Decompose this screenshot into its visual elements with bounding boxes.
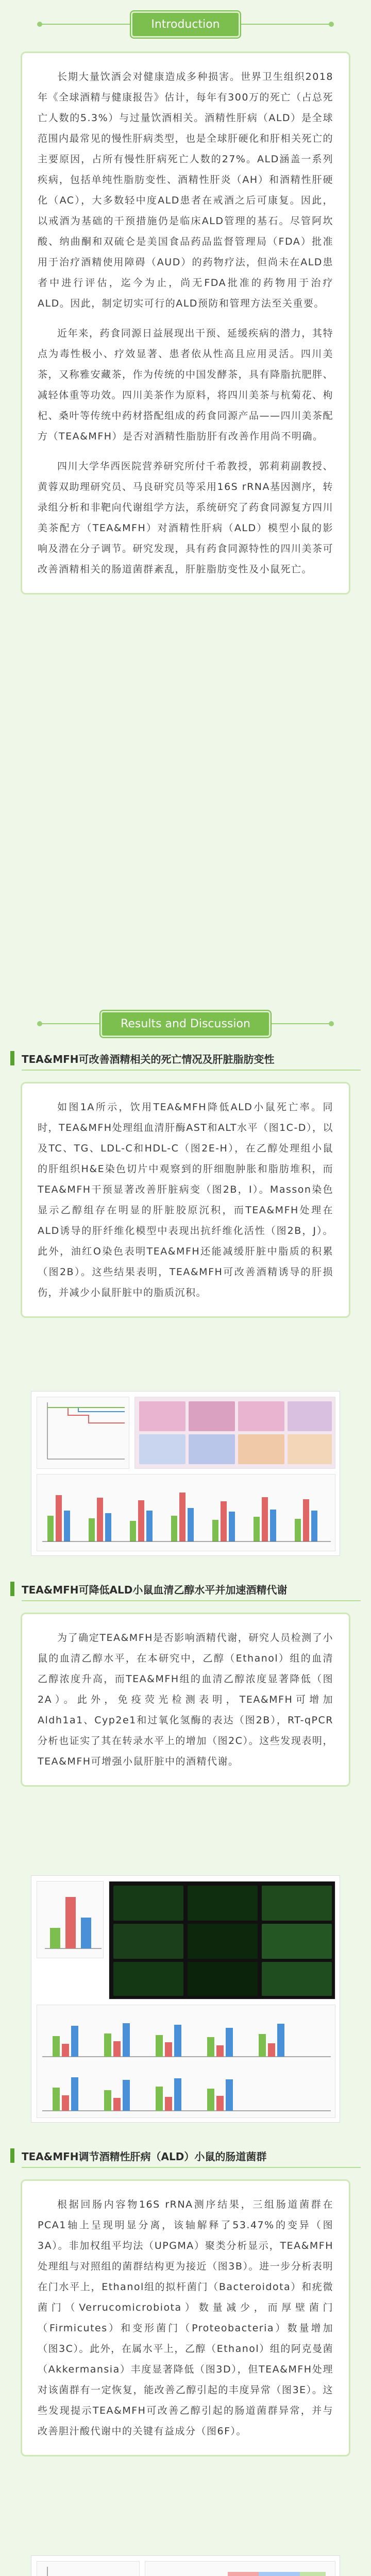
figure-1 bbox=[31, 1391, 340, 1556]
divider-dot bbox=[329, 1021, 334, 1026]
figure-2 bbox=[31, 1875, 340, 2123]
fluorescence-image bbox=[113, 1924, 183, 1959]
fluorescence-image bbox=[113, 1962, 183, 1996]
fluorescence-image bbox=[188, 1886, 258, 1921]
intro-paragraph-3: 四川大学华西医院营养研究所付千希教授，郭莉莉副教授、黄蓉双助理研究员、马良研究员等采用16S rRNA基因测序，转录组分析和非靶向代谢组学方法，系统研究了药食同源复方四川美茶配方（TEA&MFH）对酒精性肝病（ALD）模型小鼠的影响及潜在分子调节。研究发现，具有药食同源特性的四川美茶可改善酒精相关的肠道菌群紊乱，肝脏脂肪变性及小鼠死亡。 bbox=[38, 461, 334, 575]
subsection-heading-3 bbox=[10, 2143, 361, 2168]
histology-image bbox=[139, 1434, 185, 1464]
histology-image bbox=[288, 1401, 332, 1431]
figure-panel-cluster-tree bbox=[145, 2561, 335, 2576]
figure-panel-bars bbox=[37, 1474, 335, 1551]
bar-plots-graphic bbox=[37, 1475, 336, 1552]
survival-curve-graphic bbox=[37, 1397, 130, 1469]
fluorescence-image bbox=[262, 1886, 332, 1921]
bar-plots-graphic bbox=[37, 2005, 336, 2119]
histology-image bbox=[139, 1401, 185, 1431]
results-card-3 bbox=[21, 2179, 350, 2456]
intro-card bbox=[21, 52, 350, 595]
figure-panel-pca bbox=[37, 2561, 140, 2576]
dendrogram-graphic bbox=[145, 2562, 336, 2576]
fluorescence-image bbox=[188, 1924, 258, 1959]
heading-marker bbox=[10, 1051, 14, 1065]
results-card-1 bbox=[21, 1082, 350, 1318]
subsection-title: TEA&MFH可改善酒精相关的死亡情况及肝脏脂肪变性 bbox=[22, 1053, 275, 1065]
heading-marker bbox=[10, 2148, 14, 2163]
figure-3 bbox=[31, 2555, 340, 2576]
divider bbox=[22, 1070, 361, 1071]
results-paragraph-1: 如图1A所示，饮用TEA&MFH降低ALD小鼠死亡率。同时，TEA&MFH处理组血清肝酶AST和ALT水平（图1C-D），以及TC、TG、LDL-C和HDL-C（图2E-H），在乙醇处理组小鼠的肝组织H&E染色切片中观察到的肝细胞肿胀和脂肪堆积，而TEA&MFH干预显著改善肝脏病变（图2B，I）。Masson染色显示乙醇组存在明显的肝脏胶原沉积，而TEA&MFH处理在ALD诱导的肝纤维化模型中表现出抗纤维化活性（图2B，J）。此外，油红O染色表明TEA&MFH还能减缓肝脏中脂质的积累（图2B）。这些结果表明，TEA&MFH可改善酒精诱导的肝损伤，并减少小鼠肝脏中的脂质沉积。 bbox=[38, 1101, 333, 1298]
figure-panel-qpcr bbox=[37, 2005, 335, 2118]
heading-marker bbox=[10, 1582, 14, 1596]
results-paragraph-2: 为了确定TEA&MFH是否影响酒精代谢，研究人员检测了小鼠的血清乙醇水平，在本研究中，乙醇（Ethanol）组的血清乙醇浓度升高，而TEA&MFH组的血清乙醇浓度显著降低（图2A）。此外，免疫荧光检测表明，TEA&MFH可增加Aldh1a1、Cyp2e1和过氧化氢酶的表达（图2B），RT-qPCR分析也证实了其在转录水平上的增加（图2C）。这些发现表明，TEA&MFH可增强小鼠肝脏中的酒精代谢。 bbox=[38, 1632, 333, 1767]
section-title: Results and Discussion bbox=[100, 1011, 271, 1037]
divider-dot bbox=[37, 1021, 42, 1026]
results-card-2 bbox=[21, 1613, 350, 1787]
results-heading bbox=[0, 1010, 371, 1038]
subsection-title: TEA&MFH调节酒精性肝病（ALD）小鼠的肠道菌群 bbox=[22, 2150, 267, 2163]
section-title: Introduction bbox=[131, 11, 240, 38]
divider-dot bbox=[329, 22, 334, 27]
figure-panel-histology bbox=[134, 1397, 335, 1469]
intro-paragraph-2: 近年来，药食同源日益展现出干预、延缓疾病的潜力，其特点为毒性极小、疗效显著、患者依从性高且应用灵活。四川美茶，又称雅安藏茶，作为传统的中国发酵茶，具有降脂抗肥胖、减轻体重等功效。四川美茶作为原料，将四川美茶与杭菊花、枸杞、桑叶等传统中药材搭配组成的药食同源产品——四川美茶配方（TEA&MFH）是否对酒精性脂肪肝有改善作用尚不明确。 bbox=[38, 328, 334, 442]
fluorescence-image bbox=[262, 1924, 332, 1959]
pca-scatter-graphic bbox=[37, 2562, 140, 2576]
fluorescence-image bbox=[113, 1886, 183, 1921]
subsection-title: TEA&MFH可降低ALD小鼠血清乙醇水平并加速酒精代谢 bbox=[22, 1583, 288, 1596]
divider bbox=[22, 2167, 361, 2168]
histology-image bbox=[189, 1434, 235, 1464]
divider bbox=[22, 1600, 361, 1601]
intro-paragraph-1: 长期大量饮酒会对健康造成多种损害。世界卫生组织2018年《全球酒精与健康报告》估计，每年有300万的死亡（占总死亡人数的5.3%）与过量饮酒相关。酒精性肝病（ALD）是全球范围内最常见的慢性肝病类型，也是全球肝硬化和肝相关死亡的主要原因，占所有慢性肝病死亡人数的27%。ALD涵盖一系列疾病，包括单纯性脂肪变性、酒精性肝炎（AH）和酒精性肝硬化（AC），大多数轻中度ALD患者在戒酒之后可康复。因此，以戒酒为基础的干预措施仍是临床ALD管理的基石。尽管阿坎酸、纳曲酮和双硫仑是美国食品药品监督管理局（FDA）批准用于治疗酒精使用障碍（AUD）的药物疗法，但尚未在ALD患者中进行评估，迄今为止，尚无FDA批准的药物用于治疗ALD。因此，制定切实可行的ALD预防和管理方法至关重要。 bbox=[38, 71, 334, 309]
histology-image bbox=[288, 1434, 332, 1464]
fluorescence-image bbox=[262, 1962, 332, 1996]
divider-dot bbox=[37, 22, 42, 27]
subsection-heading-2 bbox=[10, 1577, 361, 1601]
intro-heading bbox=[0, 10, 371, 38]
histology-image bbox=[238, 1434, 284, 1464]
histology-image bbox=[189, 1401, 235, 1431]
histology-image bbox=[238, 1401, 284, 1431]
subsection-heading-1 bbox=[10, 1046, 361, 1071]
bar-plot-graphic bbox=[37, 1882, 104, 1959]
results-paragraph-3: 根据回肠内容物16S rRNA测序结果，三组肠道菌群在PCA1轴上呈现明显分离，该轴解释了53.47%的变异（图3A）。非加权组平均法（UPGMA）聚类分析显示，TEA&MFH处理组与对照组的菌群结构更为接近（图3B）。进一步分析表明在门水平上，Ethanol组的拟杆菌门（Bacteroidota）和疣微菌门（Verrucomicrobiota）数量减少，而厚壁菌门（Firmicutes）和变形菌门（Proteobacteria）数量增加（图3C）。此外，在属水平上，乙醇（Ethanol）组的阿克曼菌（Akkermansia）丰度显著降低（图3D），但TEA&MFH处理对该菌群有一定恢复，能改善乙醇引起的丰度异常（图3E）。这些发现提示TEA&MFH可改善乙醇引起的肠道菌群异常，并与改善胆汁酸代谢中的关键有益成分（图6F）。 bbox=[38, 2199, 333, 2437]
figure-panel-survival bbox=[37, 1397, 129, 1469]
figure-panel-serum-ethanol bbox=[37, 1881, 104, 1958]
fluorescence-image bbox=[188, 1962, 258, 1996]
figure-panel-immunofluorescence bbox=[109, 1881, 335, 1999]
